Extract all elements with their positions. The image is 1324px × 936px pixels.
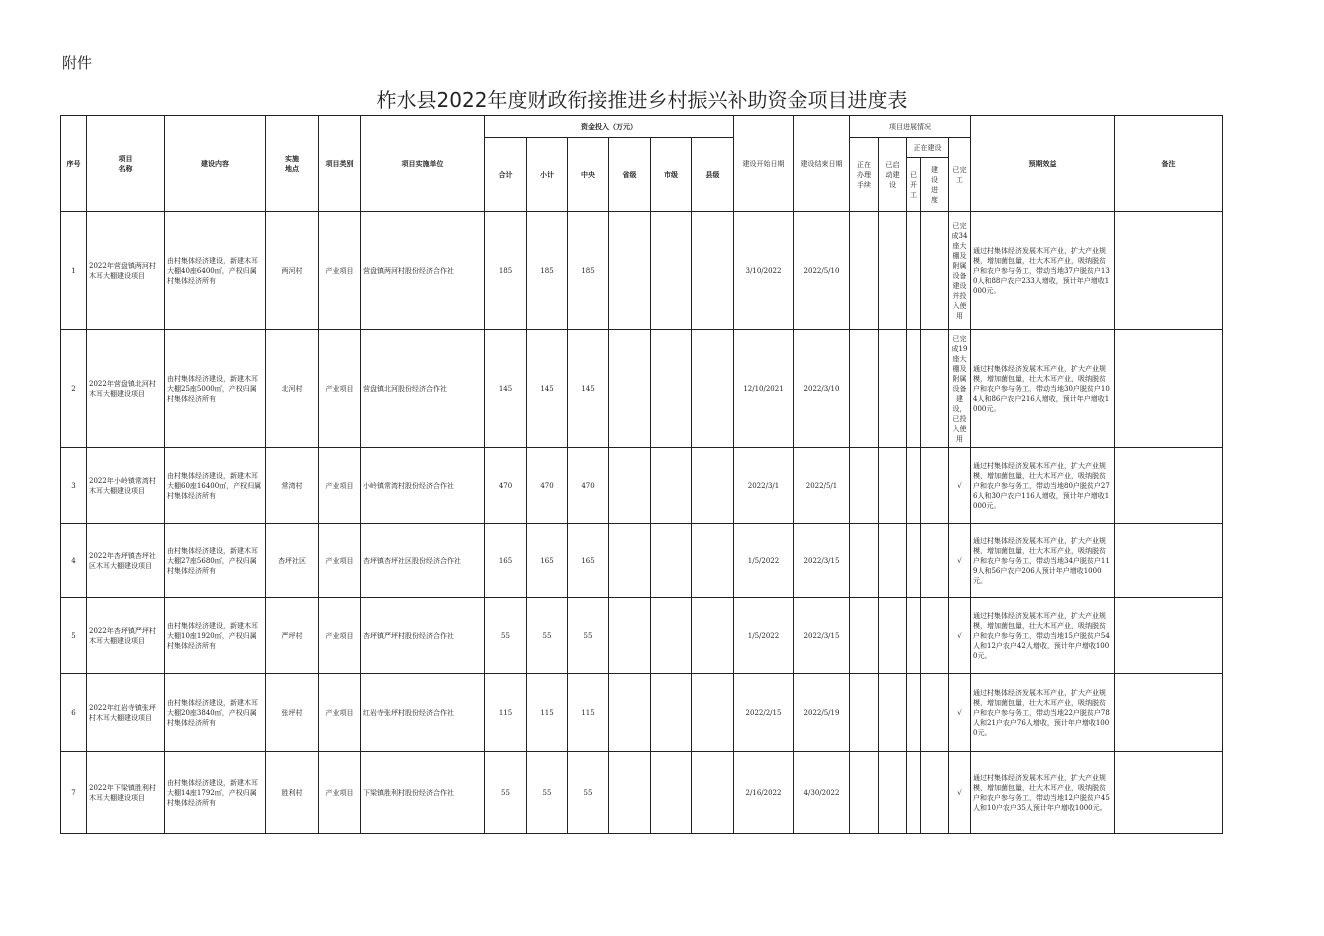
header-city: 市级: [651, 138, 692, 212]
row-in-procedure: [850, 212, 879, 330]
row-subtotal: 55: [527, 752, 568, 834]
row-build-progress: [921, 752, 949, 834]
row-content: 由村集体经济建设，新建木耳大棚60座16400㎡，产权归属村集体经济所有: [165, 448, 266, 524]
table-row: [61, 212, 1223, 330]
row-content: 由村集体经济建设，新建木耳大棚25座5000㎡，产权归属村集体经济所有: [165, 330, 266, 448]
row-in-procedure: [850, 752, 879, 834]
row-started-construction: [879, 330, 907, 448]
row-start-date: 2022/3/1: [734, 448, 794, 524]
row-unit: 红岩寺张坪村股份经济合作社: [361, 674, 485, 752]
row-subtotal: 55: [527, 598, 568, 674]
row-total: 185: [485, 212, 527, 330]
row-content: 由村集体经济建设，新建木耳大棚14座1792㎡，产权归属村集体经济所有: [165, 752, 266, 834]
row-build-progress: [921, 212, 949, 330]
row-unit: 杏坪镇严坪村股份经济合作社: [361, 598, 485, 674]
row-remarks: [1115, 212, 1223, 330]
row-benefit: 通过村集体经济发展木耳产业，扩大产业规模，增加菌包量，壮大木耳产业，吸纳脱贫户和农户参与务工，带动当地12户脱贫户45人和10户农户35人预计年户增收1000元。: [971, 752, 1115, 834]
row-project-name: 2022年营盘镇两河村木耳大棚建设项目: [87, 212, 165, 330]
row-category: 产业项目: [319, 330, 361, 448]
row-city: [651, 448, 692, 524]
header-funding-group: 资金投入（万元）: [485, 116, 734, 138]
row-started-construction: [879, 524, 907, 598]
header-start-date: 建设开始日期: [734, 116, 794, 212]
row-in-procedure: [850, 448, 879, 524]
row-status: √: [949, 598, 971, 674]
row-category: 产业项目: [319, 448, 361, 524]
header-central: 中央: [568, 138, 609, 212]
row-end-date: 2022/3/15: [794, 598, 850, 674]
row-subtotal: 165: [527, 524, 568, 598]
row-started: [907, 752, 921, 834]
row-benefit: 通过村集体经济发展木耳产业，扩大产业规模，增加菌包量，壮大木耳产业，吸纳脱贫户和农户参与务工，带动当地22户脱贫户78人和21户农户76人增收，预计年户增收1000元。: [971, 674, 1115, 752]
row-central: 145: [568, 330, 609, 448]
header-content: 建设内容: [165, 116, 266, 212]
row-project-name: 2022年下梁镇胜利村木耳大棚建设项目: [87, 752, 165, 834]
row-build-progress: [921, 674, 949, 752]
row-no: 5: [61, 598, 87, 674]
row-in-procedure: [850, 674, 879, 752]
row-no: 6: [61, 674, 87, 752]
row-county: [692, 674, 734, 752]
row-location: 北河村: [266, 330, 319, 448]
row-benefit: 通过村集体经济发展木耳产业，扩大产业规模，增加菌包量，壮大木耳产业，吸纳脱贫户和农户参与务工，带动当地80户脱贫户276人和30户农户116人增收，预计年户增收1000元。: [971, 448, 1115, 524]
row-total: 145: [485, 330, 527, 448]
header-progress-group: 项目进展情况: [850, 116, 971, 138]
header-no: 序号: [61, 116, 87, 212]
row-city: [651, 598, 692, 674]
row-total: 115: [485, 674, 527, 752]
row-subtotal: 115: [527, 674, 568, 752]
header-build-progress: 建 设 进 度: [921, 158, 949, 212]
header-in-procedure: 正在 办理 手续: [850, 138, 879, 212]
header-remarks: 备注: [1115, 116, 1223, 212]
row-county: [692, 448, 734, 524]
header-benefit: 预期效益: [971, 116, 1115, 212]
header-category: 项目类别: [319, 116, 361, 212]
row-county: [692, 212, 734, 330]
table-row: [61, 448, 1223, 524]
row-subtotal: 470: [527, 448, 568, 524]
row-started: [907, 524, 921, 598]
row-central: 55: [568, 598, 609, 674]
row-project-name: 2022年红岩寺镇张坪村木耳大棚建设项目: [87, 674, 165, 752]
row-total: 470: [485, 448, 527, 524]
row-unit: 小岭镇常湾村股份经济合作社: [361, 448, 485, 524]
row-status: √: [949, 524, 971, 598]
row-remarks: [1115, 752, 1223, 834]
row-location: 常湾村: [266, 448, 319, 524]
header-unit: 项目实施单位: [361, 116, 485, 212]
row-remarks: [1115, 524, 1223, 598]
row-no: 3: [61, 448, 87, 524]
row-total: 55: [485, 752, 527, 834]
row-start-date: 2022/2/15: [734, 674, 794, 752]
row-content: 由村集体经济建设，新建木耳大棚20座3840㎡，产权归属村集体经济所有: [165, 674, 266, 752]
header-started-construction: 已启 动建 设: [879, 138, 907, 212]
row-status: 已完成34座大棚及附属设备建设并投入使用: [949, 212, 971, 330]
row-content: 由村集体经济建设，新建木耳大棚40座6400㎡，产权归属村集体经济所有: [165, 212, 266, 330]
row-location: 胜利村: [266, 752, 319, 834]
row-city: [651, 330, 692, 448]
row-project-name: 2022年小岭镇常湾村木耳大棚建设项目: [87, 448, 165, 524]
table-row: [61, 752, 1223, 834]
row-total: 165: [485, 524, 527, 598]
header-started: 已 开 工: [907, 158, 921, 212]
row-no: 1: [61, 212, 87, 330]
row-started-construction: [879, 448, 907, 524]
row-provincial: [609, 330, 651, 448]
row-no: 7: [61, 752, 87, 834]
row-started-construction: [879, 598, 907, 674]
row-start-date: 1/5/2022: [734, 524, 794, 598]
row-project-name: 2022年杏坪镇严坪村木耳大棚建设项目: [87, 598, 165, 674]
row-category: 产业项目: [319, 524, 361, 598]
row-county: [692, 330, 734, 448]
table-row: [61, 598, 1223, 674]
row-category: 产业项目: [319, 212, 361, 330]
row-status: √: [949, 448, 971, 524]
row-location: 两河村: [266, 212, 319, 330]
row-subtotal: 145: [527, 330, 568, 448]
table-row: [61, 674, 1223, 752]
row-city: [651, 752, 692, 834]
row-status: 已完成19座大棚及附属设备建设，已投入使用: [949, 330, 971, 448]
row-start-date: 12/10/2021: [734, 330, 794, 448]
row-end-date: 2022/5/10: [794, 212, 850, 330]
row-started-construction: [879, 674, 907, 752]
table-row: [61, 330, 1223, 448]
row-benefit: 通过村集体经济发展木耳产业，扩大产业规模，增加菌包量，壮大木耳产业，吸纳脱贫户和农户参与务工，带动当地15户脱贫户54人和12户农户42人增收，预计年户增收1000元。: [971, 598, 1115, 674]
row-city: [651, 674, 692, 752]
row-category: 产业项目: [319, 752, 361, 834]
row-content: 由村集体经济建设，新建木耳大棚10座1920㎡，产权归属村集体经济所有: [165, 598, 266, 674]
row-benefit: 通过村集体经济发展木耳产业，扩大产业规模，增加菌包量，壮大木耳产业，吸纳脱贫户和农户参与务工，带动当地34户脱贫户119人和56户农户206人预计年户增收1000元。: [971, 524, 1115, 598]
row-unit: 下梁镇胜利村股份经济合作社: [361, 752, 485, 834]
row-remarks: [1115, 330, 1223, 448]
header-project-name: 项目 名称: [87, 116, 165, 212]
row-total: 55: [485, 598, 527, 674]
row-remarks: [1115, 598, 1223, 674]
row-end-date: 2022/5/1: [794, 448, 850, 524]
header-location: 实施 地点: [266, 116, 319, 212]
row-status: √: [949, 752, 971, 834]
row-county: [692, 598, 734, 674]
row-end-date: 2022/5/19: [794, 674, 850, 752]
row-central: 115: [568, 674, 609, 752]
row-central: 55: [568, 752, 609, 834]
header-total: 合计: [485, 138, 527, 212]
row-subtotal: 185: [527, 212, 568, 330]
row-central: 165: [568, 524, 609, 598]
row-build-progress: [921, 524, 949, 598]
row-start-date: 1/5/2022: [734, 598, 794, 674]
header-provincial: 省级: [609, 138, 651, 212]
row-project-name: 2022年杏坪镇杏坪社区木耳大棚建设项目: [87, 524, 165, 598]
row-build-progress: [921, 330, 949, 448]
row-location: 杏坪社区: [266, 524, 319, 598]
row-remarks: [1115, 674, 1223, 752]
header-county: 县级: [692, 138, 734, 212]
header-under-construction: 正在建设: [907, 138, 949, 158]
row-city: [651, 212, 692, 330]
row-status: √: [949, 674, 971, 752]
table-row: [61, 524, 1223, 598]
row-build-progress: [921, 448, 949, 524]
row-started: [907, 448, 921, 524]
row-content: 由村集体经济建设，新建木耳大棚27座5680㎡，产权归属村集体经济所有: [165, 524, 266, 598]
row-provincial: [609, 598, 651, 674]
row-end-date: 2022/3/10: [794, 330, 850, 448]
row-end-date: 2022/3/15: [794, 524, 850, 598]
row-no: 4: [61, 524, 87, 598]
row-central: 470: [568, 448, 609, 524]
header-end-date: 建设结束日期: [794, 116, 850, 212]
row-build-progress: [921, 598, 949, 674]
row-category: 产业项目: [319, 598, 361, 674]
progress-table: [60, 115, 1223, 834]
row-started: [907, 598, 921, 674]
row-location: 严坪村: [266, 598, 319, 674]
row-end-date: 4/30/2022: [794, 752, 850, 834]
header-completed: 已完 工: [949, 138, 971, 212]
row-started: [907, 674, 921, 752]
row-city: [651, 524, 692, 598]
row-unit: 营盘镇两河村股份经济合作社: [361, 212, 485, 330]
row-provincial: [609, 212, 651, 330]
row-started: [907, 330, 921, 448]
row-central: 185: [568, 212, 609, 330]
table-body: [61, 212, 1223, 834]
row-benefit: 通过村集体经济发展木耳产业，扩大产业规模，增加菌包量，壮大木耳产业，吸纳脱贫户和农户参与务工，带动当地37户脱贫户130人和88户农户233人增收，预计年户增收1000元。: [971, 212, 1115, 330]
row-unit: 营盘镇北河股份经济合作社: [361, 330, 485, 448]
row-start-date: 3/10/2022: [734, 212, 794, 330]
row-provincial: [609, 524, 651, 598]
row-started-construction: [879, 212, 907, 330]
row-in-procedure: [850, 524, 879, 598]
row-started: [907, 212, 921, 330]
row-remarks: [1115, 448, 1223, 524]
row-no: 2: [61, 330, 87, 448]
row-location: 张坪村: [266, 674, 319, 752]
row-unit: 杏坪镇杏坪社区股份经济合作社: [361, 524, 485, 598]
attachment-label: 附件: [62, 54, 93, 72]
row-provincial: [609, 752, 651, 834]
row-benefit: 通过村集体经济发展木耳产业，扩大产业规模，增加菌包量，壮大木耳产业，吸纳脱贫户和农户参与务工，带动当地30户脱贫户104人和86户农户216人增收，预计年户增收1000元。: [971, 330, 1115, 448]
row-provincial: [609, 674, 651, 752]
row-county: [692, 524, 734, 598]
row-started-construction: [879, 752, 907, 834]
row-county: [692, 752, 734, 834]
row-category: 产业项目: [319, 674, 361, 752]
header-subtotal: 小计: [527, 138, 568, 212]
row-provincial: [609, 448, 651, 524]
row-project-name: 2022年营盘镇北河村木耳大棚建设项目: [87, 330, 165, 448]
page-title: 柞水县2022年度财政衔接推进乡村振兴补助资金项目进度表: [376, 88, 908, 112]
row-in-procedure: [850, 330, 879, 448]
row-start-date: 2/16/2022: [734, 752, 794, 834]
row-in-procedure: [850, 598, 879, 674]
